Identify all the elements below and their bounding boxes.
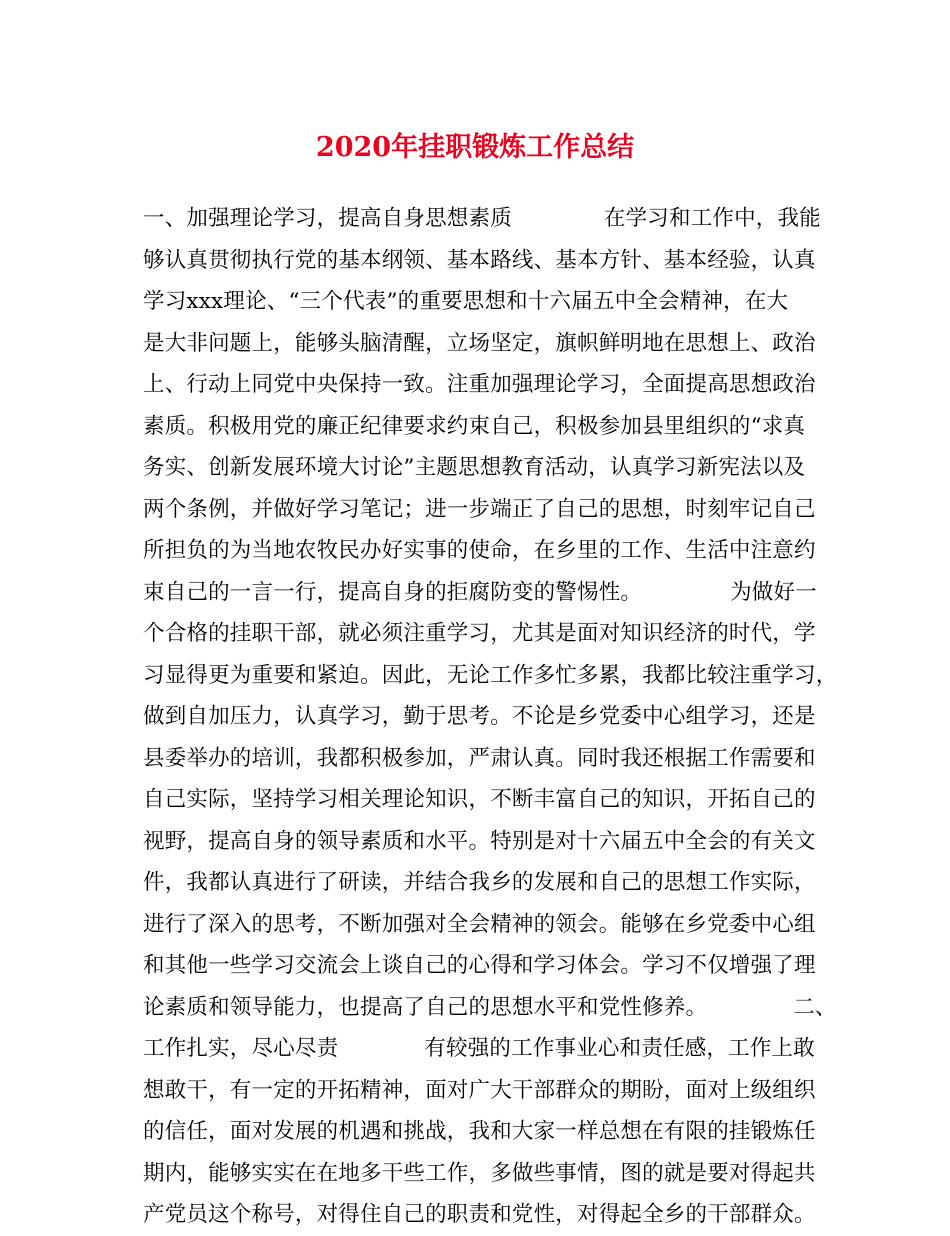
body-line bbox=[143, 323, 823, 365]
body-line-text: 是大非问题上，能够头脑清醒，立场坚定，旗帜鲜明地在思想上、政治 bbox=[143, 330, 816, 356]
body-line-text: 束自己的一言一行，提高自身的拒腐防变的警惕性。 bbox=[143, 579, 643, 605]
body-line-text-continued: 在学习和工作中，我能 bbox=[603, 206, 821, 231]
body-line bbox=[143, 945, 823, 987]
body-line-text-continued: 有较强的工作事业心和责任感，工作上敢 bbox=[424, 1036, 815, 1061]
body-line-text: 视野，提高自身的领导素质和水平。特别是对十六届五中全会的有关文 bbox=[143, 828, 816, 854]
document-body bbox=[143, 198, 838, 1236]
body-line-text: 上、行动上同党中央保持一致。注重加强理论学习，全面提高思想政治 bbox=[143, 372, 816, 397]
body-line bbox=[143, 1028, 823, 1070]
body-line bbox=[143, 987, 837, 1029]
body-line bbox=[143, 655, 838, 697]
body-line-text: 学习xxx理论、“三个代表”的重要思想和十六届五中全会精神，在大 bbox=[143, 289, 789, 314]
body-line bbox=[143, 406, 823, 448]
body-line bbox=[143, 1070, 823, 1112]
body-line bbox=[143, 572, 823, 614]
body-line bbox=[143, 240, 823, 282]
body-line bbox=[143, 1153, 823, 1195]
body-line-text-continued: 为做好一 bbox=[730, 579, 817, 605]
body-line bbox=[143, 1111, 823, 1153]
document-title: 2020年挂职锻炼工作总结 bbox=[315, 132, 635, 163]
body-line bbox=[143, 198, 823, 240]
body-line-text: 习显得更为重要和紧迫。因此，无论工作多忙多累，我都比较注重学习， bbox=[143, 662, 838, 688]
body-line bbox=[143, 530, 823, 572]
body-line-text: 一、加强理论学习，提高自身思想素质 bbox=[143, 206, 512, 231]
body-line-text: 进行了深入的思考，不断加强对全会精神的领会。能够在乡党委中心组 bbox=[143, 911, 816, 937]
body-line bbox=[143, 821, 823, 863]
body-line bbox=[143, 1194, 823, 1236]
body-line-text: 想敢干，有一定的开拓精神，面对广大干部群众的期盼，面对上级组织 bbox=[143, 1077, 816, 1103]
body-line bbox=[143, 696, 823, 738]
body-line-text: 期内，能够实实在在地多干些工作，多做些事情，图的就是要对得起共 bbox=[143, 1160, 816, 1186]
body-line bbox=[143, 904, 823, 946]
body-line-text: 务实、创新发展环境大讨论”主题思想教育活动，认真学习新宪法以及 bbox=[143, 455, 806, 480]
body-line bbox=[143, 862, 823, 904]
body-line-text: 所担负的为当地农牧民办好实事的使命，在乡里的工作、生活中注意约 bbox=[143, 538, 816, 563]
body-line-text: 两个条例，并做好学习笔记；进一步端正了自己的思想，时刻牢记自己 bbox=[143, 496, 816, 522]
body-line-text: 素质。积极用党的廉正纪律要求约束自己，积极参加县里组织的“求真 bbox=[143, 413, 806, 439]
body-line-text: 产党员这个称号，对得住自己的职责和党性，对得起全乡的干部群众。 bbox=[143, 1202, 816, 1227]
body-line-text: 自己实际，坚持学习相关理论知识，不断丰富自己的知识，开拓自己的 bbox=[143, 787, 816, 812]
body-line-text: 个合格的挂职干部，就必须注重学习，尤其是面对知识经济的时代，学 bbox=[143, 621, 816, 646]
body-line bbox=[143, 738, 823, 780]
body-line-text: 做到自加压力，认真学习，勤于思考。不论是乡党委中心组学习，还是 bbox=[143, 704, 816, 729]
body-line-text: 工作扎实，尽心尽责 bbox=[143, 1036, 339, 1061]
body-line bbox=[143, 779, 823, 821]
body-line-text: 和其他一些学习交流会上谈自己的心得和学习体会。学习不仅增强了理 bbox=[143, 953, 816, 978]
body-line-text: 够认真贯彻执行党的基本纲领、基本路线、基本方针、基本经验，认真 bbox=[143, 247, 816, 273]
body-line bbox=[143, 447, 823, 489]
body-line bbox=[143, 281, 823, 323]
body-line bbox=[143, 364, 823, 406]
body-line bbox=[143, 613, 823, 655]
body-line-text: 件，我都认真进行了研读，并结合我乡的发展和自己的思想工作实际， bbox=[143, 870, 816, 895]
body-line-text-continued: 二、 bbox=[793, 994, 837, 1020]
body-line-text: 的信任，面对发展的机遇和挑战，我和大家一样总想在有限的挂锻炼任 bbox=[143, 1119, 816, 1144]
body-line-text: 论素质和领导能力，也提高了自己的思想水平和党性修养。 bbox=[143, 994, 708, 1020]
body-line bbox=[143, 489, 823, 531]
body-line-text: 县委举办的培训，我都积极参加，严肃认真。同时我还根据工作需要和 bbox=[143, 745, 816, 771]
